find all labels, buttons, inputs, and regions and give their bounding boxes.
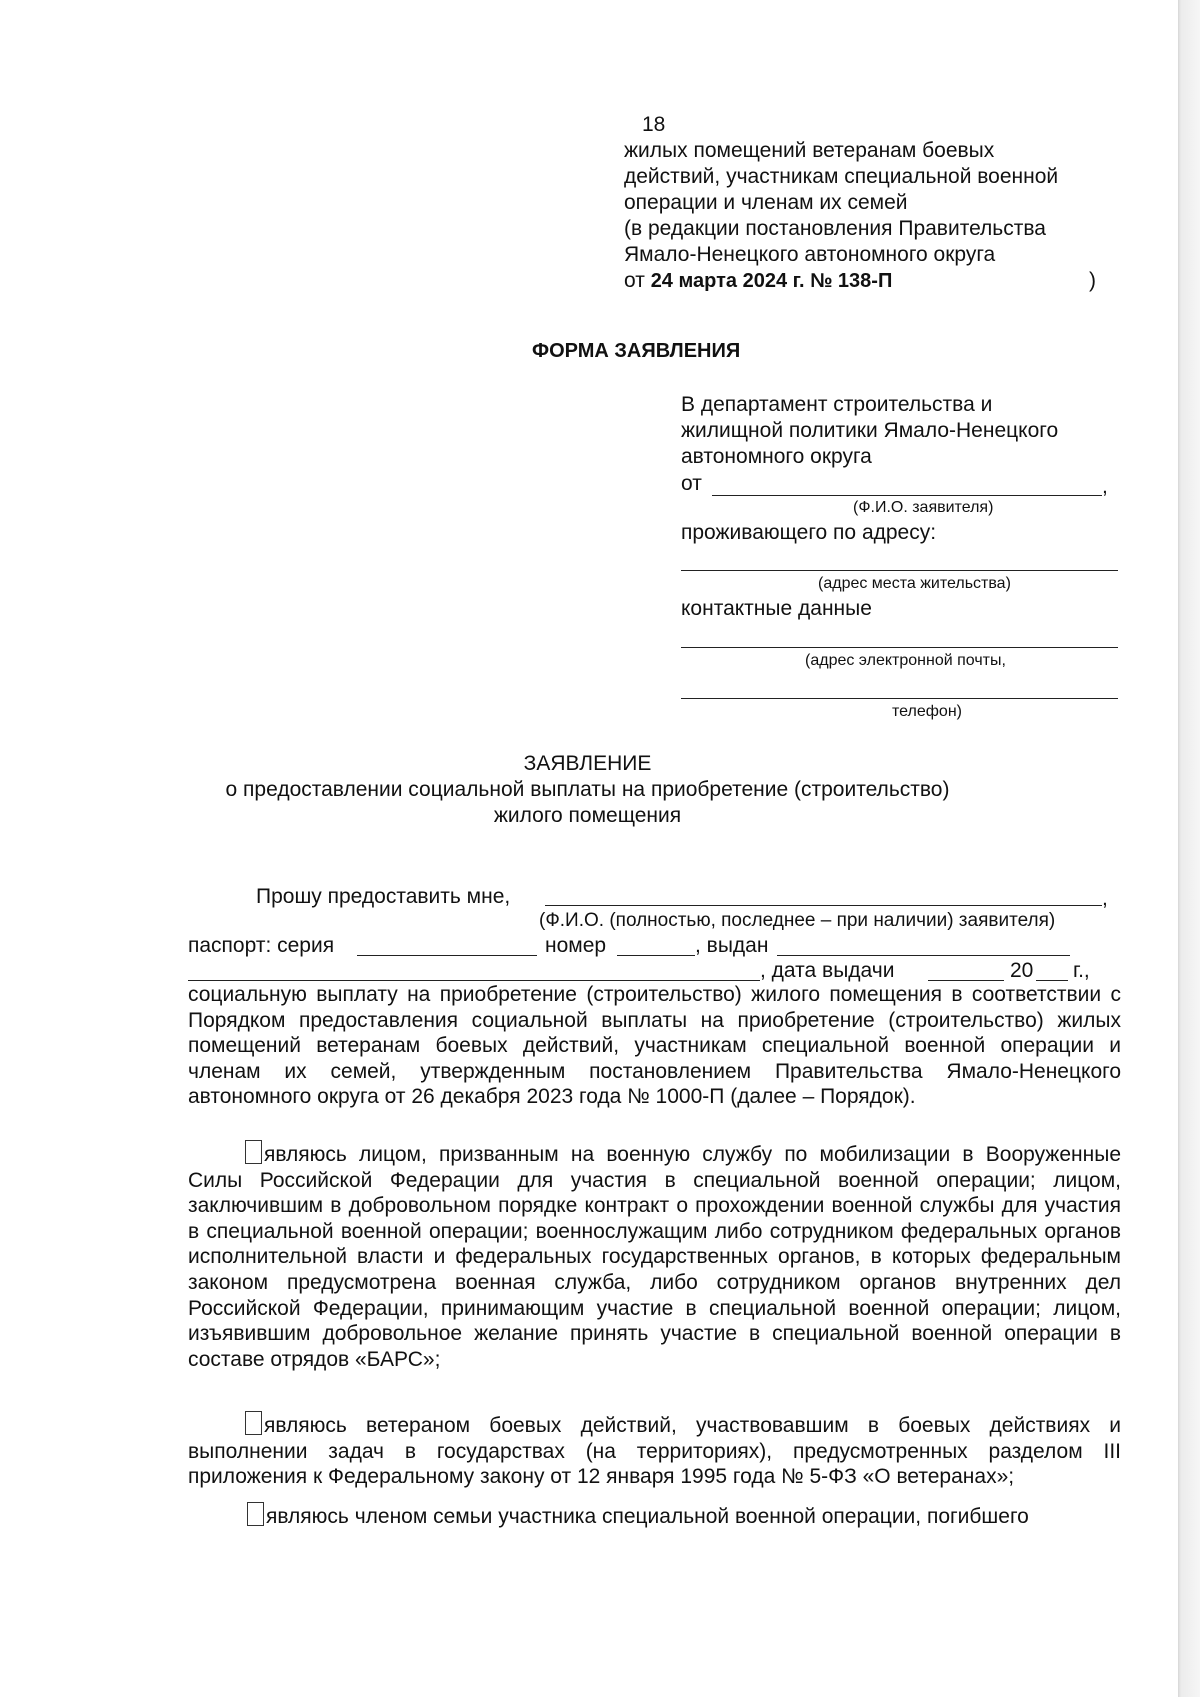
- document-header: [624, 112, 1144, 294]
- header-closing-paren: ): [1089, 269, 1096, 292]
- email-field-line[interactable]: [681, 647, 1118, 648]
- option-checkbox[interactable]: [245, 1140, 262, 1164]
- header-line: действий, участникам специальной военной: [624, 165, 1059, 188]
- ask-comma: ,: [1102, 887, 1108, 910]
- application-subtitle: о предоставлении социальной выплаты на приобретение (строительство): [225, 778, 950, 801]
- header-line: операции и членам их семей: [624, 191, 908, 214]
- header-date-line: [624, 268, 1144, 294]
- application-title: ЗАЯВЛЕНИЕ: [523, 752, 652, 775]
- request-body: социальную выплату на приобретение (строительство) жилого помещения в соответствии с Порядком предоставления социальной выплаты на приобретение (строительство) жилых помещений ветеранам боевых действий, участникам специальной военной операции и членам их семей, утвержденным постановлением Правительства Ямало-Ненецкого автономного округа от 26 декабря 2023 года № 1000-П (далее – Порядок).: [188, 983, 1121, 1109]
- option-item: [188, 1411, 1121, 1490]
- issue-date-line[interactable]: [928, 980, 1004, 981]
- contacts-label: контактные данные: [681, 597, 872, 620]
- header-line: (в редакции постановления Правительства: [624, 217, 1046, 240]
- issue-year-prefix: 20: [1010, 959, 1034, 982]
- option-text: являюсь лицом, призванным на военную службу по мобилизации в Вооруженные Силы Российской Федерации для участия в специальной военной операции; лицом, заключившим в добровольном порядке контракт о прохождении военной службы для участия в специальной военной операции; военнослужащим либо сотрудником федеральных органов исполнительной власти и федеральных государственных органов, в которых федеральным законом предусмотрена военная служба, либо сотрудником органов внутренних дел Российской Федерации, принимающим участие в специальной военной операции; лицом, изъявившим добровольное желание принять участие в специальной военной операции в составе отрядов «БАРС»;: [188, 1143, 1121, 1371]
- addressee-block: [681, 392, 1121, 470]
- passport-issued-line-1[interactable]: [777, 955, 1070, 956]
- applicant-fio-line[interactable]: [545, 905, 1102, 906]
- application-subtitle: жилого помещения: [493, 804, 682, 827]
- address-field-line[interactable]: [681, 570, 1118, 571]
- header-line: Ямало-Ненецкого автономного округа: [624, 243, 996, 266]
- residing-label: проживающего по адресу:: [681, 521, 937, 544]
- ask-label: Прошу предоставить мне,: [256, 885, 511, 908]
- option-item: [188, 1502, 1121, 1530]
- page-edge-shadow: [1178, 0, 1200, 1697]
- passport-number-line[interactable]: [617, 955, 695, 956]
- addressee-line: жилищной политики Ямало-Ненецкого: [681, 419, 1059, 442]
- from-label: от: [681, 472, 702, 495]
- header-date-value: 24 марта 2024 г. № 138-П: [650, 270, 893, 292]
- addressee-line: автономного округа: [681, 445, 872, 468]
- passport-number-label: номер: [545, 934, 607, 957]
- fio-caption: (Ф.И.О. заявителя): [853, 499, 994, 516]
- form-title: ФОРМА ЗАЯВЛЕНИЯ: [532, 340, 741, 362]
- address-caption: (адрес места жительства): [818, 575, 1011, 592]
- issue-year-suffix: г.,: [1073, 959, 1090, 982]
- issue-date-label: , дата выдачи: [760, 959, 895, 982]
- phone-caption: телефон): [892, 703, 962, 720]
- header-line: жилых помещений ветеранам боевых: [624, 139, 995, 162]
- option-item: [188, 1140, 1121, 1372]
- option-text: являюсь ветераном боевых действий, участвовавшим в боевых действиях и выполнении задач в государствах (на территориях), предусмотренных разделом III приложения к Федеральному закону от 12 января 1995 года № 5-ФЗ «О ветеранах»;: [188, 1414, 1121, 1489]
- addressee-line: В департамент строительства и: [681, 393, 993, 416]
- fio-field-line[interactable]: [712, 495, 1102, 496]
- option-checkbox[interactable]: [247, 1502, 264, 1526]
- from-comma: ,: [1102, 475, 1108, 498]
- passport-series-line[interactable]: [357, 955, 537, 956]
- passport-issued-line-2[interactable]: [188, 980, 760, 981]
- passport-issued-label: , выдан: [695, 934, 769, 957]
- issue-year-line[interactable]: [1036, 980, 1068, 981]
- option-checkbox[interactable]: [245, 1411, 262, 1435]
- applicant-fio-caption: (Ф.И.О. (полностью, последнее – при наличии) заявителя): [539, 910, 1056, 931]
- option-text: являюсь членом семьи участника специальной военной операции, погибшего: [266, 1505, 1029, 1528]
- page-number: 18: [642, 113, 666, 136]
- passport-series-label: паспорт: серия: [188, 934, 335, 957]
- phone-field-line[interactable]: [681, 698, 1118, 699]
- email-caption: (адрес электронной почты,: [805, 652, 1006, 669]
- header-date-prefix: от: [624, 269, 645, 292]
